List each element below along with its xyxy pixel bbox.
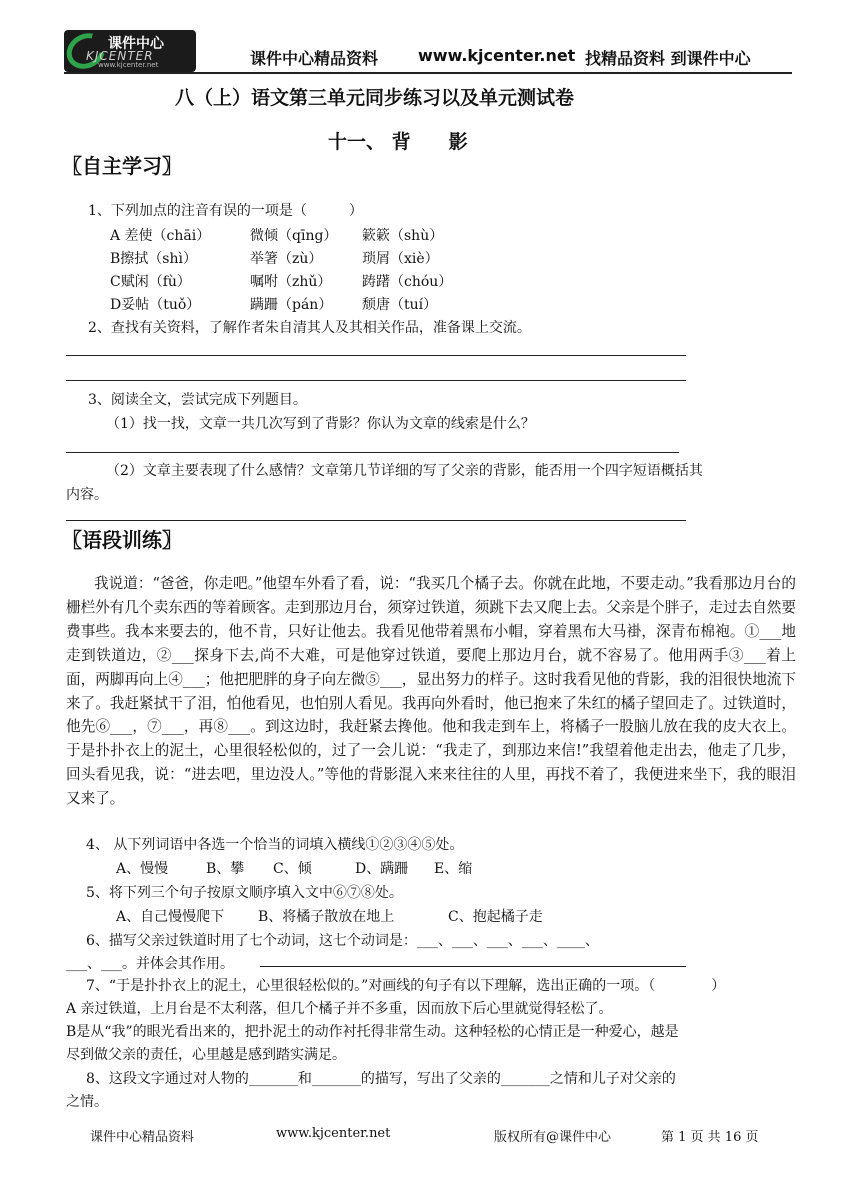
site-logo [64,30,196,72]
question-4-option: B、攀 [206,861,245,877]
answer-line[interactable] [66,452,679,453]
reading-passage: 我说道：“爸爸，你走吧。”他望车外看了看，说：“我买几个橘子去。你就在此地，不要走动。”我看那边月台的栅栏外有几个卖东西的等着顾客。走到那边月台，须穿过铁道，须跳下去又爬上去。父亲是个胖子，走过去自然要费事些。我本来要去的，他不肯，只好让他去。我看见他带着黑布小帽，穿着黑布大马褂，深青布棉袍。①___地走到铁道边，②___探身下去,尚不大难，可是他穿过铁道，要爬上那边月台，就不容易了。他用两手③___着上面，两脚再向上④___；他把肥胖的身子向左微⑤___，显出努力的样子。这时我看见他的背影，我的泪很快地流下来了。我赶紧拭干了泪，怕他看见，也怕别人看见。我再向外看时，他已抱来了朱红的橘子望回走了。过铁道时，他先⑥___，⑦___，再⑧___。到这边时，我赶紧去搀他。他和我走到车上，将橘子一股脑儿放在我的皮大衣上。于是扑扑衣上的泥土，心里很轻松似的，过了一会儿说：“我走了，到那边来信!”我望着他走出去，他走了几步，回头看见我，说：“进去吧，里边没人。”等他的背影混入来来往往的人里，再找不着了，我便进来坐下，我的眼泪又来了。 [66,575,796,808]
header-divider [64,72,792,74]
logo-url: www.kjcenter.net [98,61,159,69]
header-slogan-left: 课件中心精品资料 [250,49,379,68]
option-c-word3: 踌躇（chóu） [362,274,453,290]
question-8-cont: 之情。 [66,1094,108,1110]
question-8: 8、这段文字通过对人物的_______和_______的描写，写出了父亲的_______之情和儿子对父亲的 [86,1071,676,1087]
option-d-word2: 蹒跚（pán） [250,297,333,313]
option-b-word1: B擦拭（shì） [110,251,197,267]
option-b-word3: 琐屑（xiè） [362,251,439,267]
question-5-option: B、将橘子散放在地上 [258,909,395,925]
option-a-word1: A 差使（chāi） [110,228,211,244]
answer-line[interactable] [66,355,686,356]
question-4-option: A、慢慢 [116,861,169,877]
option-c-word1: C赋闲（fù） [110,274,191,290]
option-b-word2: 举箸（zù） [250,251,323,267]
answer-line[interactable] [66,380,686,381]
question-3-sub1: （1）找一找，文章一共几次写到了背影？你认为文章的线索是什么？ [106,416,535,432]
question-4-option: C、倾 [273,861,312,877]
question-3-stem: 3、阅读全文，尝试完成下列题目。 [88,392,307,408]
question-1-stem: 1、下列加点的注音有误的一项是（ ） [88,203,363,219]
option-c-word2: 嘱咐（zhǔ） [250,274,332,290]
question-2: 2、查找有关资料，了解作者朱自清其人及其相关作品，准备课上交流。 [88,320,531,336]
question-5-stem: 5、将下列三个句子按原文顺序填入文中⑥⑦⑧处。 [86,885,403,901]
question-6-cont: ___、___。并体会其作用。 [66,956,234,972]
lesson-title: 十一、 背 影 [328,131,468,153]
logo-subtext: KJCENTER [86,49,154,63]
option-a-word3: 簌簌（shù） [362,228,444,244]
answer-line[interactable] [66,520,686,521]
document-title: 八（上）语文第三单元同步练习以及单元测试卷 [175,87,575,109]
question-5-option: A、自己慢慢爬下 [116,909,225,925]
option-d-word1: D妥帖（tuǒ） [110,297,201,313]
section-heading-passage-training: 〖语段训练〗 [62,528,182,552]
logo-text: 课件中心 [108,36,164,52]
section-heading-self-study: 〖自主学习〗 [62,154,182,178]
question-4-stem: 4、 从下列词语中各选一个恰当的词填入横线①②③④⑤处。 [86,837,464,853]
header-slogan-right: 找精品资料 到课件中心 [585,49,751,68]
footer-site-link[interactable]: www.kjcenter.net [276,1126,391,1141]
header-site-link[interactable]: www.kjcenter.net [418,46,576,65]
footer-left: 课件中心精品资料 [90,1130,195,1145]
question-5-option: C、抱起橘子走 [448,909,543,925]
option-a-word2: 微倾（qīng） [250,228,338,244]
option-d-word3: 颓唐（tuí） [362,297,438,313]
question-7-option-b: B是从“我”的眼光看出来的，把扑泥土的动作衬托得非常生动。这种轻松的心情正是一种爱心，越是 [66,1024,679,1040]
question-4-option: E、缩 [434,861,473,877]
question-3-sub2-cont: 内容。 [66,487,108,503]
question-3-sub2: （2）文章主要表现了什么感情？文章第几节详细的写了父亲的背影，能否用一个四字短语概括其 [106,463,703,479]
answer-line[interactable] [260,966,686,967]
question-7-option-b-cont: 尽到做父亲的责任，心里越是感到踏实满足。 [66,1047,346,1063]
question-7-option-a: A 亲过铁道，上月台是不太利落，但几个橘子并不多重，因而放下后心里就觉得轻松了。 [66,1001,613,1017]
question-4-option: D、蹒跚 [355,861,409,877]
page-number: 第 1 页 共 16 页 [661,1130,759,1145]
question-6: 6、描写父亲过铁道时用了七个动词，这七个动词是：___、___、___、___、____、 [86,933,599,949]
footer-copyright: 版权所有@课件中心 [494,1130,612,1145]
question-7-stem: 7、“于是扑扑衣上的泥土，心里很轻松似的。”对画线的句子有以下理解，选出正确的一项。（ ） [86,978,726,994]
